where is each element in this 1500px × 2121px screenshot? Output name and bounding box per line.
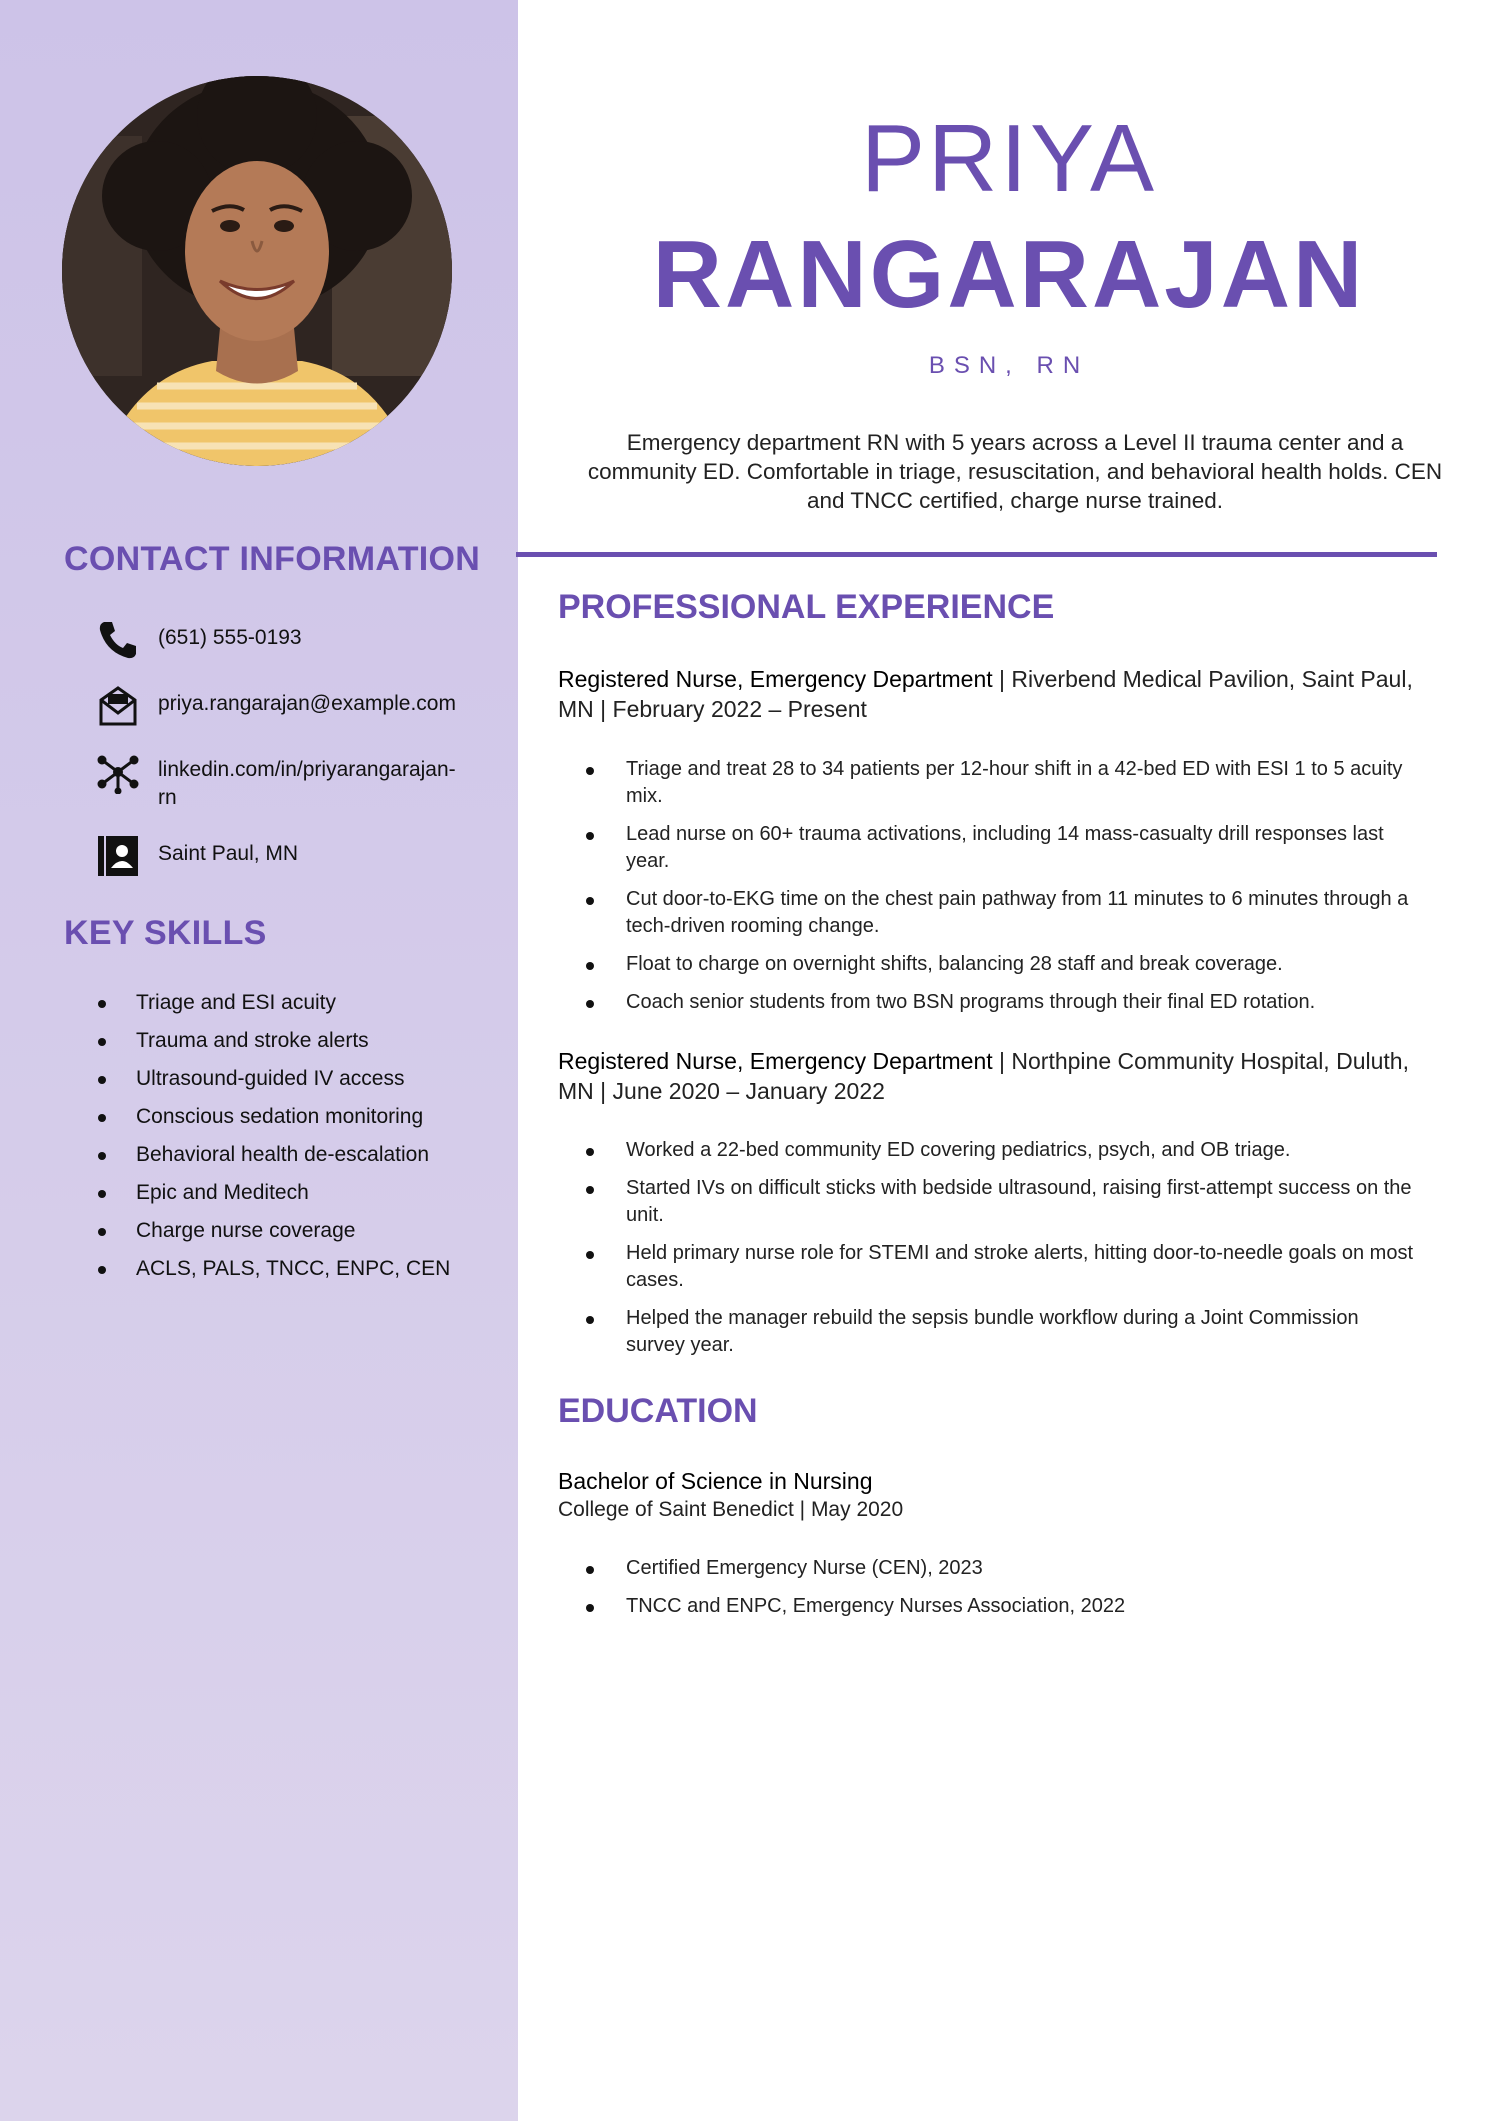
list-item: Started IVs on difficult sticks with bedside ultrasound, raising first-attempt success on the unit. xyxy=(586,1175,1416,1229)
contact-location xyxy=(96,834,496,878)
job-role: Registered Nurse, Emergency Department xyxy=(558,666,993,692)
divider xyxy=(516,552,1437,557)
list-item: Trauma and stroke alerts xyxy=(96,1022,450,1060)
first-name: PRIYA xyxy=(861,105,1157,212)
job-title xyxy=(558,664,1418,724)
education-school: College of Saint Benedict | May 2020 xyxy=(558,1498,904,1521)
last-name: RANGARAJAN xyxy=(652,221,1366,328)
network-icon xyxy=(96,750,140,794)
skills-heading: KEY SKILLS xyxy=(64,914,267,952)
list-item: Certified Emergency Nurse (CEN), 2023 xyxy=(586,1555,1416,1582)
education-bullets xyxy=(586,1555,1416,1631)
list-item: Charge nurse coverage xyxy=(96,1212,450,1250)
list-item: Triage and treat 28 to 34 patients per 12-hour shift in a 42-bed ED with ESI 1 to 5 acuity mix. xyxy=(586,756,1416,810)
list-item: Helped the manager rebuild the sepsis bundle workflow during a Joint Commission survey year. xyxy=(586,1305,1416,1359)
job-details: | Northpine Community Hospital, Duluth, MN | June 2020 – January 2022 xyxy=(558,1048,1409,1104)
list-item: TNCC and ENPC, Emergency Nurses Association, 2022 xyxy=(586,1593,1416,1620)
list-item: Worked a 22-bed community ED covering pediatrics, psych, and OB triage. xyxy=(586,1137,1416,1164)
linkedin-text[interactable]: linkedin.com/in/priyarangarajan-rn xyxy=(158,758,456,809)
job-title xyxy=(558,1046,1418,1106)
list-item: Epic and Meditech xyxy=(96,1174,450,1212)
job-bullets xyxy=(586,1137,1416,1370)
list-item: Held primary nurse role for STEMI and stroke alerts, hitting door-to-needle goals on most cases. xyxy=(586,1240,1416,1294)
job-role: Registered Nurse, Emergency Department xyxy=(558,1048,993,1074)
address-book-icon xyxy=(96,834,140,878)
summary: Emergency department RN with 5 years across a Level II trauma center and a community ED. Comfortable in triage, resuscitation, and behavioral health holds. CEN and TNCC certified, charge nurse trained. xyxy=(587,430,1443,513)
contact-phone xyxy=(96,618,496,662)
list-item: ACLS, PALS, TNCC, ENPC, CEN xyxy=(96,1250,450,1288)
credentials: BSN, RN xyxy=(928,352,1090,379)
education-heading: EDUCATION xyxy=(558,1392,758,1430)
skills-list xyxy=(96,984,450,1288)
job-details: | Riverbend Medical Pavilion, Saint Paul, MN | February 2022 – Present xyxy=(558,666,1413,722)
list-item: Triage and ESI acuity xyxy=(96,984,450,1022)
list-item: Cut door-to-EKG time on the chest pain pathway from 11 minutes to 6 minutes through a tech-driven rooming change. xyxy=(586,886,1416,940)
list-item: Float to charge on overnight shifts, balancing 28 staff and break coverage. xyxy=(586,951,1416,978)
job-bullets xyxy=(586,756,1416,1027)
phone-text[interactable]: (651) 555-0193 xyxy=(158,626,302,649)
email-text[interactable]: priya.rangarajan@example.com xyxy=(158,692,456,715)
list-item: Behavioral health de-escalation xyxy=(96,1136,450,1174)
list-item: Coach senior students from two BSN programs through their final ED rotation. xyxy=(586,989,1416,1016)
location-text: Saint Paul, MN xyxy=(158,842,299,865)
email-icon xyxy=(96,684,140,728)
contact-heading: CONTACT INFORMATION xyxy=(64,540,481,578)
experience-heading: PROFESSIONAL EXPERIENCE xyxy=(558,588,1055,626)
education-degree: Bachelor of Science in Nursing xyxy=(558,1468,873,1494)
phone-icon xyxy=(96,618,140,662)
contact-email xyxy=(96,684,496,728)
list-item: Lead nurse on 60+ trauma activations, including 14 mass-casualty drill responses last year. xyxy=(586,821,1416,875)
list-item: Conscious sedation monitoring xyxy=(96,1098,450,1136)
portrait-image xyxy=(62,76,452,466)
contact-list xyxy=(96,618,496,900)
list-item: Ultrasound-guided IV access xyxy=(96,1060,450,1098)
contact-linkedin xyxy=(96,750,496,812)
profile-photo xyxy=(62,76,452,466)
